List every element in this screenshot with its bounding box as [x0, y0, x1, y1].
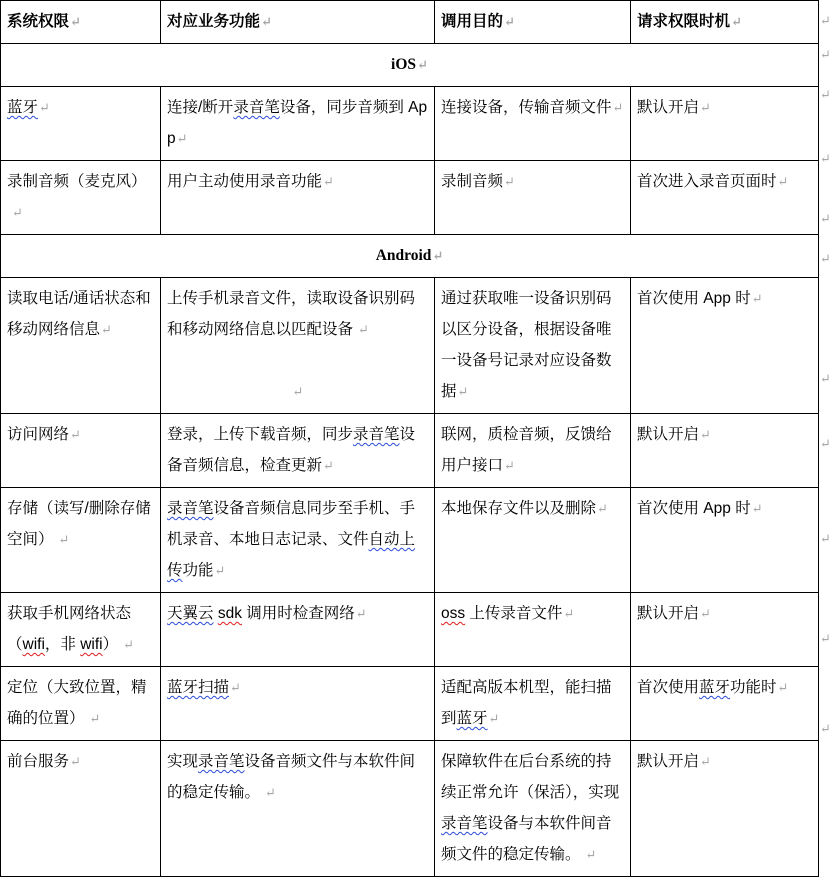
cell-permission-label: 访问网络	[7, 426, 70, 443]
paragraph-mark: ↵	[700, 100, 711, 115]
cell-timing-label: 首次使用蓝牙功能时	[637, 679, 777, 696]
paragraph-mark: ↵	[58, 532, 70, 547]
cell-purpose-label: 保障软件在后台系统的持续正常允许（保活），实现录音笔设备与本软件间音频文件的稳定传输。	[441, 753, 620, 863]
paragraph-mark: ↵	[751, 291, 763, 306]
empty-paragraph	[167, 345, 428, 376]
paragraph-mark: ↵	[504, 14, 515, 29]
cell-timing	[631, 593, 819, 667]
table-header-row	[1, 1, 819, 44]
cell-permission	[1, 488, 161, 593]
section-header-ios	[1, 44, 819, 87]
table-row	[1, 414, 819, 488]
cell-purpose	[435, 667, 631, 741]
cell-timing-label: 默认开启	[637, 605, 700, 622]
cell-purpose-label: 适配高版本机型，能扫描到蓝牙	[441, 679, 612, 727]
section-row-ios	[1, 44, 819, 87]
cell-timing	[631, 87, 819, 161]
cell-permission-label: 存储（读写/删除存储空间）	[7, 500, 151, 548]
paragraph-mark: ↵	[261, 14, 272, 29]
column-header-request-timing-label: 请求权限时机	[637, 13, 731, 30]
section-header-android-label: Android	[375, 247, 432, 264]
cell-timing-label: 默认开启	[637, 426, 700, 443]
cell-purpose	[435, 278, 631, 414]
cell-timing	[631, 667, 819, 741]
paragraph-mark: ↵	[323, 458, 334, 473]
cell-timing-label: 默认开启	[637, 99, 700, 116]
paragraph-mark: ↵	[820, 13, 831, 28]
paragraph-mark: ↵	[432, 248, 444, 263]
column-header-system-permission-label: 系统权限	[7, 13, 70, 30]
paragraph-mark: ↵	[820, 251, 831, 266]
cell-timing	[631, 278, 819, 414]
cell-purpose	[435, 161, 631, 235]
paragraph-mark: ↵	[89, 711, 101, 726]
table-row	[1, 667, 819, 741]
cell-feature-label: 实现录音笔设备音频文件与本软件间的稳定传输。	[167, 753, 416, 801]
paragraph-mark: ↵	[176, 131, 188, 146]
cell-feature	[161, 414, 435, 488]
column-header-business-function-label: 对应业务功能	[167, 13, 261, 30]
cell-permission	[1, 741, 161, 877]
paragraph-mark: ↵	[820, 87, 831, 102]
cell-feature-label: 上传手机录音文件，读取设备识别码和移动网络信息以匹配设备	[167, 290, 416, 338]
cell-feature	[161, 593, 435, 667]
cell-purpose	[435, 593, 631, 667]
paragraph-mark: ↵	[585, 847, 597, 862]
table-row	[1, 593, 819, 667]
table-row	[1, 87, 819, 161]
column-header-business-function	[161, 1, 435, 44]
paragraph-mark: ↵	[820, 721, 831, 736]
paragraph-mark: ↵	[70, 754, 81, 769]
cell-feature-label: 登录，上传下载音频，同步录音笔设备音频信息，检查更新	[167, 426, 416, 474]
paragraph-mark: ↵	[70, 427, 81, 442]
cell-feature-label: 录音笔设备音频信息同步至手机、手机录音、本地日志记录、文件自动上传功能	[167, 500, 416, 579]
section-header-android	[1, 235, 819, 278]
column-header-call-purpose	[435, 1, 631, 44]
cell-purpose-label: 录制音频	[441, 173, 504, 190]
paragraph-mark: ↵	[700, 427, 711, 442]
cell-feature	[161, 278, 435, 414]
cell-timing-label: 首次进入录音页面时	[637, 173, 777, 190]
cell-permission	[1, 87, 161, 161]
cell-timing	[631, 741, 819, 877]
cell-purpose	[435, 488, 631, 593]
cell-feature-label: 蓝牙扫描	[167, 679, 230, 696]
paragraph-mark: ↵	[731, 14, 742, 29]
paragraph-mark: ↵	[820, 436, 831, 451]
cell-feature	[161, 741, 435, 877]
table-row	[1, 278, 819, 414]
cell-feature	[161, 488, 435, 593]
cell-permission	[1, 414, 161, 488]
paragraph-mark: ↵	[563, 606, 575, 621]
cell-timing-label: 首次使用 App 时	[637, 500, 751, 517]
section-header-ios-label: iOS	[391, 56, 417, 73]
paragraph-mark: ↵	[820, 631, 831, 646]
cell-feature	[161, 87, 435, 161]
cell-purpose-label: 本地保存文件以及删除	[441, 500, 597, 517]
cell-feature-label: 天翼云 sdk 调用时检查网络	[167, 605, 355, 622]
paragraph-mark: ↵	[504, 174, 515, 189]
paragraph-mark: ↵	[820, 47, 831, 62]
paragraph-mark: ↵	[323, 174, 334, 189]
cell-permission	[1, 278, 161, 414]
paragraph-mark: ↵	[230, 680, 241, 695]
paragraph-mark: ↵	[488, 711, 500, 726]
section-row-android	[1, 235, 819, 278]
table-row	[1, 488, 819, 593]
paragraph-mark: ↵	[820, 371, 831, 386]
paragraph-mark: ↵	[777, 680, 789, 695]
cell-permission-label: 获取手机网络状态（wifi，非 wifi）	[7, 605, 132, 653]
column-header-call-purpose-label: 调用目的	[441, 13, 504, 30]
cell-purpose-label: 连接设备，传输音频文件	[441, 99, 612, 116]
paragraph-mark: ↵	[292, 384, 304, 399]
paragraph-mark: ↵	[457, 384, 469, 399]
paragraph-mark: ↵	[358, 322, 369, 337]
cell-purpose-label: 通过获取唯一设备识别码以区分设备，根据设备唯一设备号记录对应设备数据	[441, 290, 612, 400]
cell-purpose-label: 联网，质检音频，反馈给用户接口	[441, 426, 612, 474]
cell-purpose	[435, 414, 631, 488]
cell-timing	[631, 414, 819, 488]
cell-permission	[1, 593, 161, 667]
paragraph-mark: ↵	[214, 563, 226, 578]
column-header-system-permission	[1, 1, 161, 44]
cell-purpose	[435, 87, 631, 161]
cell-feature-label: 用户主动使用录音功能	[167, 173, 323, 190]
paragraph-mark: ↵	[751, 501, 763, 516]
cell-timing	[631, 161, 819, 235]
paragraph-mark: ↵	[355, 606, 367, 621]
cell-timing-label: 默认开启	[637, 753, 700, 770]
cell-permission-label: 蓝牙	[7, 99, 39, 116]
paragraph-mark: ↵	[417, 57, 428, 72]
cell-purpose-label: oss 上传录音文件	[441, 605, 563, 622]
paragraph-mark: ↵	[504, 458, 515, 473]
cell-timing	[631, 488, 819, 593]
cell-permission-label: 录制音频（麦克风）	[7, 173, 147, 190]
paragraph-mark: ↵	[12, 205, 23, 220]
cell-permission-label: 前台服务	[7, 753, 70, 770]
paragraph-mark: ↵	[700, 754, 711, 769]
cell-feature-label: 连接/断开录音笔设备，同步音频到 App	[167, 99, 428, 147]
paragraph-mark: ↵	[597, 501, 608, 516]
cell-feature	[161, 667, 435, 741]
paragraph-mark: ↵	[820, 151, 831, 166]
paragraph-mark: ↵	[265, 785, 276, 800]
cell-permission-label: 读取电话/通话状态和移动网络信息	[7, 290, 151, 338]
paragraph-mark: ↵	[700, 606, 711, 621]
cell-timing-label: 首次使用 App 时	[637, 290, 751, 307]
table-row	[1, 161, 819, 235]
cell-permission	[1, 161, 161, 235]
paragraph-mark: ↵	[123, 637, 135, 652]
paragraph-mark: ↵	[777, 174, 789, 189]
paragraph-mark: ↵	[39, 100, 50, 115]
paragraph-mark: ↵	[70, 14, 81, 29]
cell-feature	[161, 161, 435, 235]
right-margin-paragraph-marks	[820, 0, 832, 865]
table-row	[1, 741, 819, 877]
cell-purpose	[435, 741, 631, 877]
paragraph-mark: ↵	[101, 322, 112, 337]
cell-permission-label: 定位（大致位置，精确的位置）	[7, 679, 147, 727]
column-header-request-timing	[631, 1, 819, 44]
paragraph-mark: ↵	[820, 531, 831, 546]
cell-permission	[1, 667, 161, 741]
paragraph-mark: ↵	[820, 211, 831, 226]
paragraph-mark: ↵	[612, 100, 624, 115]
